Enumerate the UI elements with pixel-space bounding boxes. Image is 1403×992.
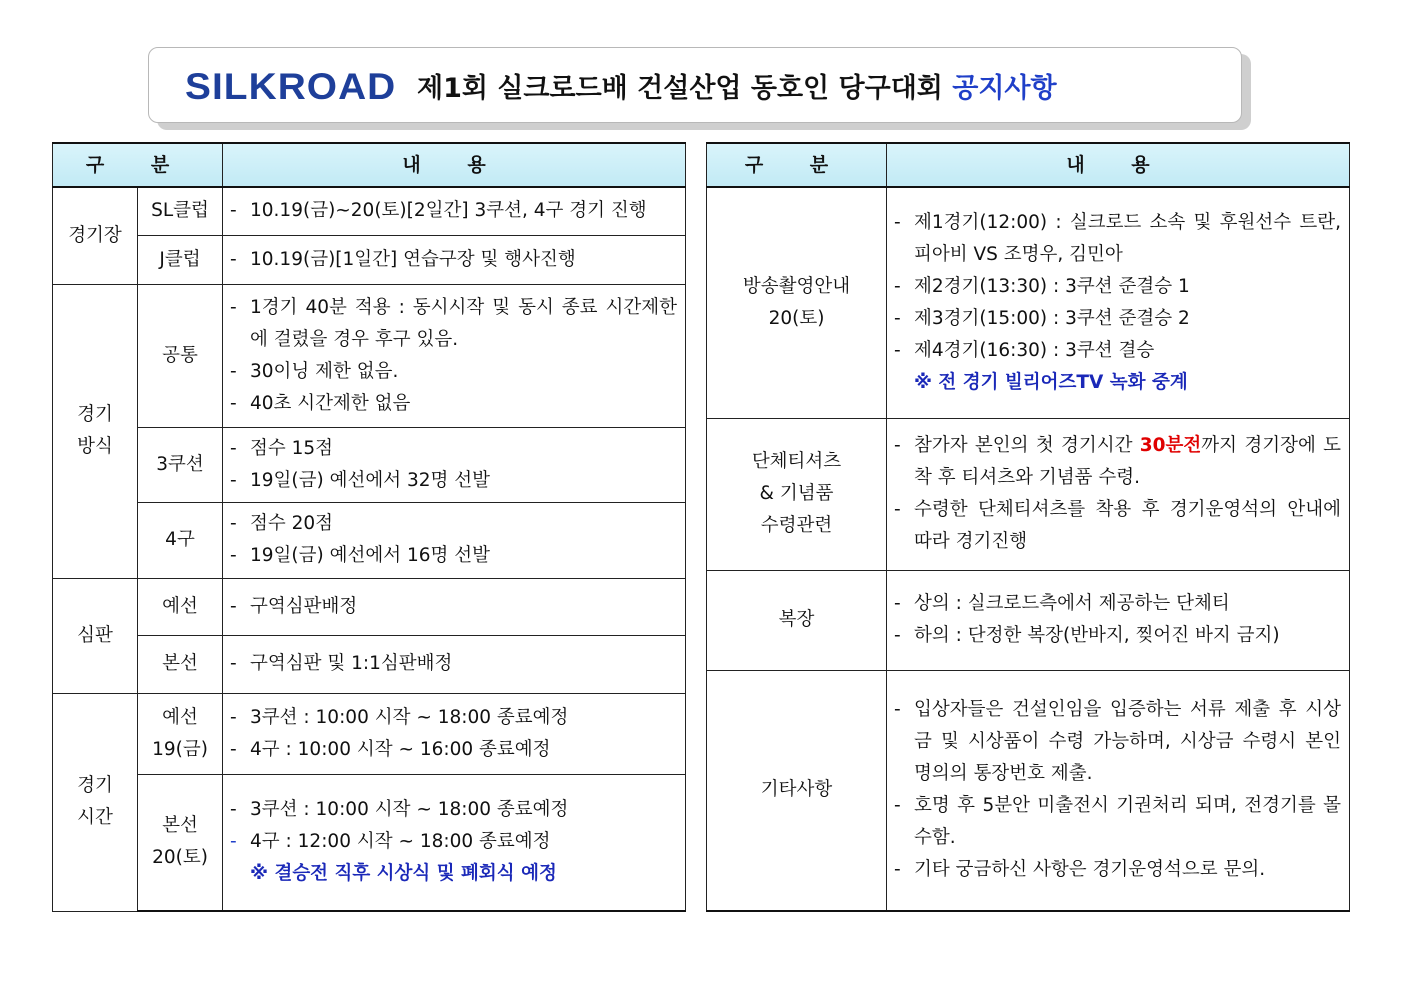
ceremony-note: ※ 결승전 직후 시상식 및 폐회식 예정 (250, 863, 557, 885)
content-common: - 1경기 40분 적용 : 동시시작 및 동시 종료 시간제한에 걸렸을 경우 후구 있음. - 30이닝 제한 없음. - 40초 시간제한 없음 (223, 284, 686, 427)
content-sl-club: - 10.19(금)~20(토)[2일간] 3쿠션, 4구 경기 진행 (223, 187, 686, 235)
silkroad-logo: SILKROAD (185, 66, 397, 107)
header-content-right: 내 용 (887, 143, 1350, 187)
content-tshirt: - 참가자 본인의 첫 경기시간 30분전까지 경기장에 도착 후 티셔츠와 기념품 수령. - 수령한 단체티셔츠를 착용 후 경기운영석의 안내에 따라 경기진행 (887, 418, 1350, 570)
page-title (417, 66, 1057, 105)
content-time-prelim: - 3쿠션 : 10:00 시작 ~ 18:00 종료예정 - 4구 : 10:00 시작 ~ 16:00 종료예정 (223, 693, 686, 774)
category-etc: 기타사항 (707, 670, 887, 911)
content-referee-main: - 구역심판 및 1:1심판배정 (223, 635, 686, 693)
title-text: 제1회 실크로드배 건설산업 동호인 당구대회 (417, 73, 953, 104)
content-four-ball: - 점수 20점 - 19일(금) 예선에서 16명 선발 (223, 502, 686, 578)
right-notice-table (706, 142, 1350, 912)
left-notice-table (52, 142, 686, 912)
content-referee-prelim: - 구역심판배정 (223, 578, 686, 635)
sub-sl-club: SL클럽 (138, 187, 223, 235)
deadline-highlight: 30분전 (1139, 435, 1202, 456)
content-broadcast: - 제1경기(12:00) : 실크로드 소속 및 후원선수 트란, 피아비 VS 조명우, 김민아 - 제2경기(13:30) : 3쿠션 준결승 1 - 제3경기(15:00) : 3쿠션 준결승 2 - 제4경기(16:30) : 3쿠션 결승 ※ 전 경기 빌리어즈TV 녹화 중계 (887, 187, 1350, 418)
header-content: 내 용 (223, 143, 686, 187)
category-referee: 심판 (53, 578, 138, 693)
category-time: 경기 시간 (53, 693, 138, 911)
category-dress: 복장 (707, 570, 887, 670)
category-tshirt: 단체티셔츠 & 기념품 수령관련 (707, 418, 887, 570)
category-venue: 경기장 (53, 187, 138, 284)
broadcast-note: ※ 전 경기 빌리어즈TV 녹화 중계 (914, 371, 1188, 393)
sub-referee-main: 본선 (138, 635, 223, 693)
category-method: 경기 방식 (53, 284, 138, 578)
content-dress: - 상의 : 실크로드측에서 제공하는 단체티 - 하의 : 단정한 복장(반바지, 찢어진 바지 금지) (887, 570, 1350, 670)
content-j-club: - 10.19(금)[1일간] 연습구장 및 행사진행 (223, 235, 686, 284)
content-etc: - 입상자들은 건설인임을 입증하는 서류 제출 후 시상금 및 시상품이 수령 가능하며, 시상금 수령시 본인 명의의 통장번호 제출. - 호명 후 5분안 미출전시 기권처리 되며, 전경기를 몰수함. - 기타 궁금하신 사항은 경기운영석으로 문의. (887, 670, 1350, 911)
header-category-right: 구 분 (707, 143, 887, 187)
sub-three-cushion: 3쿠션 (138, 427, 223, 502)
sub-time-main: 본선 20(토) (138, 774, 223, 911)
sub-time-prelim: 예선 19(금) (138, 693, 223, 774)
category-broadcast: 방송촬영안내 20(토) (707, 187, 887, 418)
header-category: 구 분 (53, 143, 223, 187)
content-time-main: - 3쿠션 : 10:00 시작 ~ 18:00 종료예정 - 4구 : 12:00 시작 ~ 18:00 종료예정 ※ 결승전 직후 시상식 및 폐회식 예정 (223, 774, 686, 911)
sub-four-ball: 4구 (138, 502, 223, 578)
title-box (148, 47, 1242, 123)
content-three-cushion: - 점수 15점 - 19일(금) 예선에서 32명 선발 (223, 427, 686, 502)
sub-common: 공통 (138, 284, 223, 427)
sub-referee-prelim: 예선 (138, 578, 223, 635)
title-highlight: 공지사항 (952, 73, 1057, 104)
sub-j-club: J클럽 (138, 235, 223, 284)
